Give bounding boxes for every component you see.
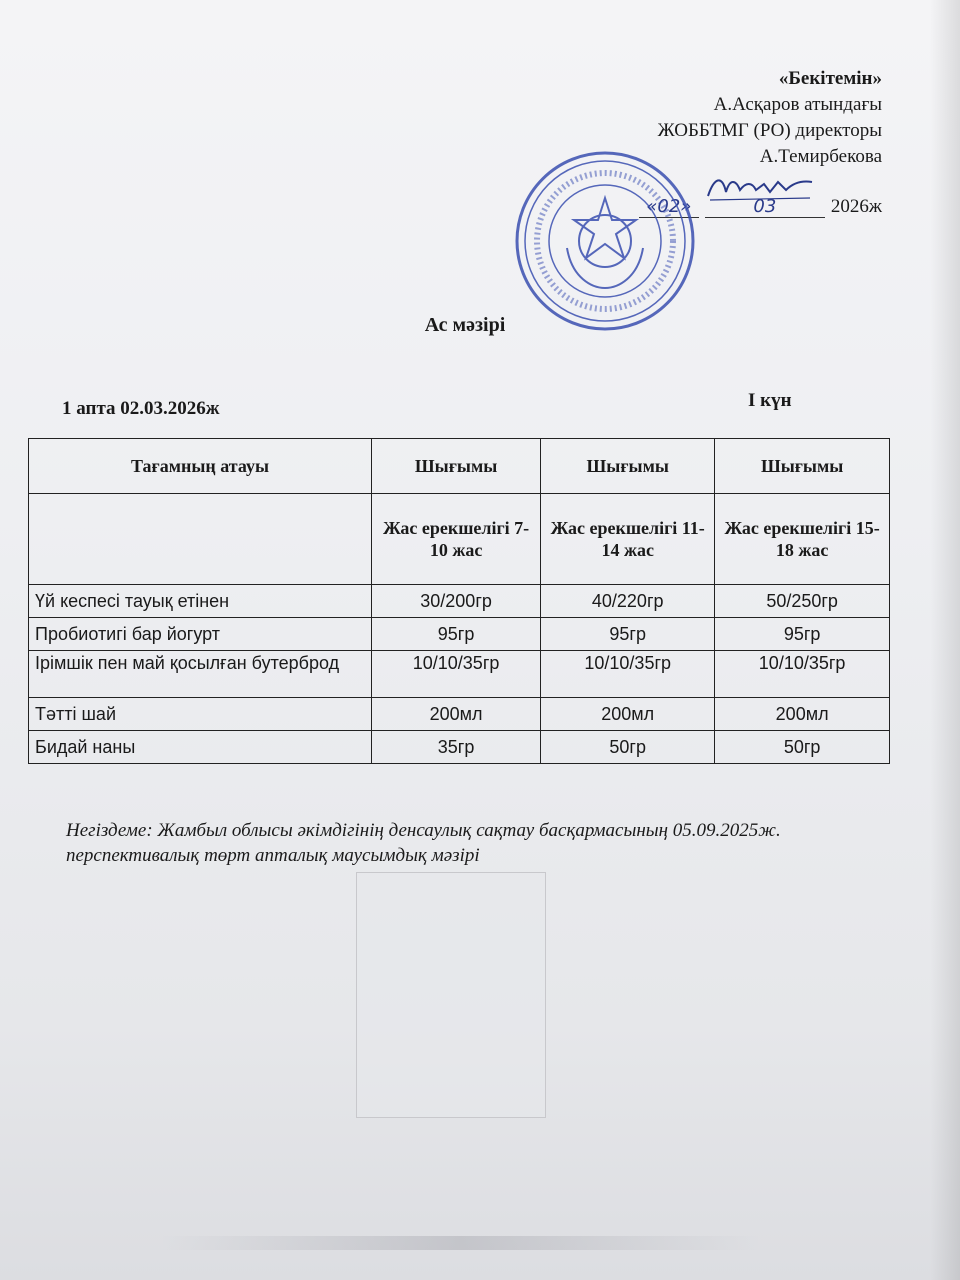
header-yield-3: Шығымы (715, 439, 890, 494)
dish-yield: 50гр (715, 731, 890, 764)
approval-title: «Бекітемін» (778, 68, 882, 89)
day-label: І күн (748, 390, 792, 411)
menu-table (28, 438, 890, 764)
date-year: 2026ж (830, 196, 882, 217)
dish-yield: 50гр (541, 731, 715, 764)
header-yield-1: Шығымы (372, 439, 541, 494)
dish-name: Үй кеспесі тауық етінен (29, 585, 372, 618)
week-label: 1 апта 02.03.2026ж (62, 398, 220, 419)
bleed-through-text (160, 1236, 760, 1250)
dish-yield: 95гр (372, 618, 541, 651)
approval-line-3: А.Темирбекова (759, 146, 882, 167)
dish-yield: 10/10/35гр (372, 651, 541, 698)
date-month: 03 (705, 196, 825, 218)
age-group-15-18: Жас ерекшелігі 15-18 жас (715, 494, 890, 585)
basis-note: Негіздеме: Жамбыл облысы әкімдігінің денсаулық сақтау басқармасының 05.09.2025ж. перспективалық төрт апталық маусымдық мәзірі (66, 820, 781, 866)
dish-yield: 10/10/35гр (541, 651, 715, 698)
approval-line-2: ЖОББТМГ (РО) директоры (657, 120, 882, 141)
dish-name: Бидай наны (29, 731, 372, 764)
age-group-11-14: Жас ерекшелігі 11-14 жас (541, 494, 715, 585)
dish-name: Тәтті шай (29, 698, 372, 731)
dish-name: Пробиотигі бар йогурт (29, 618, 372, 651)
table-row (29, 651, 890, 698)
dish-yield: 50/250гр (715, 585, 890, 618)
header-yield-2: Шығымы (541, 439, 715, 494)
dish-yield: 95гр (715, 618, 890, 651)
dish-yield: 35гр (372, 731, 541, 764)
blank-attachment-area (356, 872, 546, 1118)
table-row (29, 618, 890, 651)
table-header-row (29, 439, 890, 494)
approval-line-1: А.Асқаров атындағы (713, 94, 882, 115)
dish-yield: 95гр (541, 618, 715, 651)
header-dish-name: Тағамның атауы (29, 439, 372, 494)
page-shadow (930, 0, 960, 1280)
age-empty-cell (29, 494, 372, 585)
dish-name: Ірімшік пен май қосылған бутерброд (29, 651, 372, 698)
dish-yield: 10/10/35гр (715, 651, 890, 698)
dish-yield: 200мл (372, 698, 541, 731)
dish-yield: 30/200гр (372, 585, 541, 618)
table-row (29, 731, 890, 764)
document-title: Ас мәзірі (424, 314, 506, 336)
age-group-7-10: Жас ерекшелігі 7-10 жас (372, 494, 541, 585)
table-row (29, 698, 890, 731)
table-row (29, 585, 890, 618)
dish-yield: 40/220гр (541, 585, 715, 618)
date-day: «02» (639, 196, 699, 218)
dish-yield: 200мл (541, 698, 715, 731)
official-seal-icon (512, 148, 698, 334)
table-age-row (29, 494, 890, 585)
dish-yield: 200мл (715, 698, 890, 731)
